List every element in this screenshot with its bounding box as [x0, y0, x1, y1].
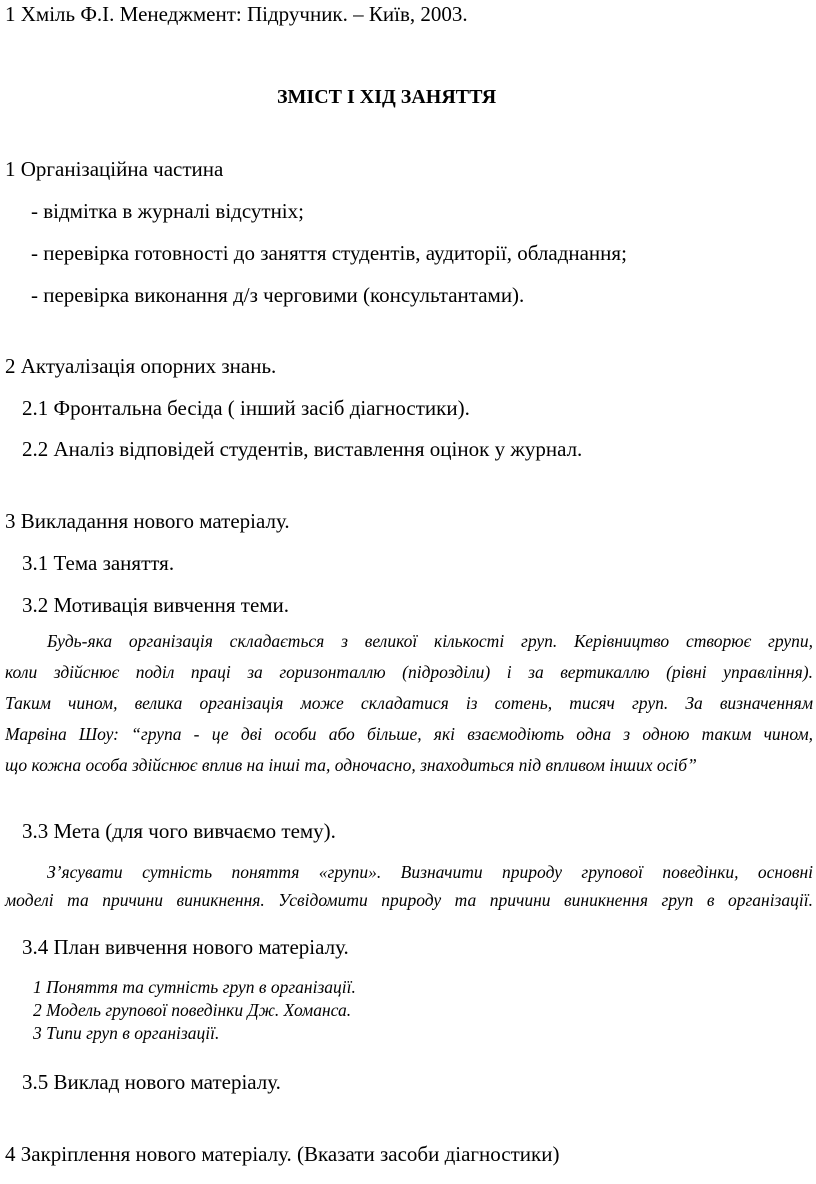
section-4-heading: 4 Закріплення нового матеріалу. (Вказати засоби діагностики) [5, 1142, 560, 1166]
plan-item: 2 Модель групової поведінки Дж. Хоманса. [33, 1000, 352, 1020]
section-1-item: - відмітка в журналі відсутніх; [31, 199, 304, 223]
page-title: ЗМІСТ І ХІД ЗАНЯТТЯ [277, 86, 497, 108]
goal-line: моделі та причини виникнення. Усвідомити природу та причини виникнення груп в організації. [5, 890, 813, 910]
motivation-line: що кожна особа здійснює вплив на інші та, одночасно, знаходиться під впливом інших осіб” [5, 755, 697, 775]
section-1-item: - перевірка виконання д/з черговими (консультантами). [31, 283, 525, 307]
motivation-paragraph [5, 626, 813, 781]
section-2-heading: 2 Актуалізація опорних знань. [5, 354, 277, 378]
reference-line: 1 Хміль Ф.І. Менеджмент: Підручник. – Київ, 2003. [5, 2, 468, 26]
section-2-item: 2.1 Фронтальна бесіда ( інший засіб діагностики). [22, 396, 470, 420]
section-2-item: 2.2 Аналіз відповідей студентів, виставлення оцінок у журнал. [22, 437, 583, 461]
plan-item: 3 Типи груп в організації. [33, 1023, 220, 1043]
motivation-heading: 3.2 Мотивація вивчення теми. [22, 593, 290, 617]
presentation-heading: 3.5 Виклад нового матеріалу. [22, 1070, 281, 1094]
goal-paragraph [5, 858, 813, 914]
goal-heading: 3.3 Мета (для чого вивчаємо тему). [22, 819, 336, 843]
motivation-line: Марвіна Шоу: “група - це дві особи або більше, які взаємодіють одна з одною таким чином, [5, 724, 813, 744]
section-3-heading: 3 Викладання нового матеріалу. [5, 509, 290, 533]
plan-heading: 3.4 План вивчення нового матеріалу. [22, 935, 349, 959]
section-1-heading: 1 Організаційна частина [5, 157, 224, 181]
plan-item: 1 Поняття та сутність груп в організації. [33, 977, 356, 997]
topic-heading: 3.1 Тема заняття. [22, 551, 175, 575]
motivation-line: коли здійснює поділ праці за горизонталлю (підрозділи) і за вертикаллю (рівні управління). [5, 662, 813, 682]
motivation-line: Будь-яка організація складається з великої кількості груп. Керівництво створює групи, [47, 631, 813, 651]
section-1-item: - перевірка готовності до заняття студентів, аудиторії, обладнання; [31, 241, 627, 265]
motivation-line: Таким чином, велика організація може складатися із сотень, тисяч груп. За визначенням [5, 693, 813, 713]
goal-line: З’ясувати сутність поняття «групи». Визначити природу групової поведінки, основні [47, 862, 813, 882]
